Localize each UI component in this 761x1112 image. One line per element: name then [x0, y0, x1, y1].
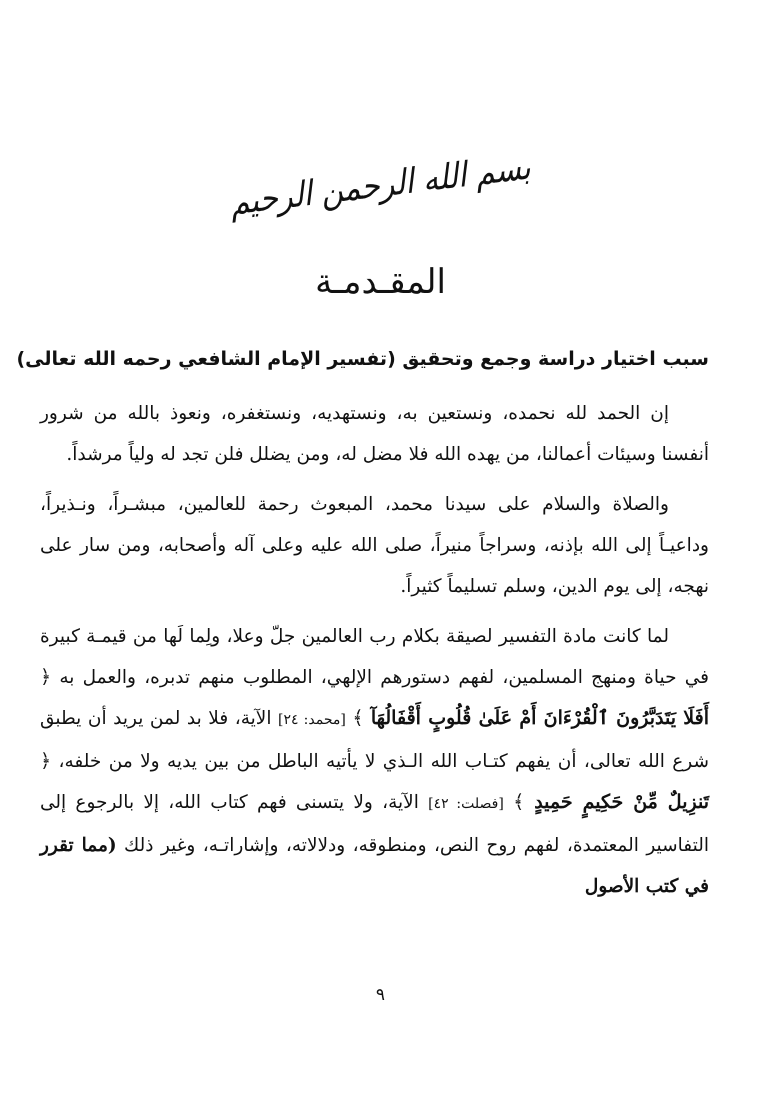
paragraph-text: لما كانت مادة التفسير لصيقة بكلام رب العالمين جلّ وعلا، ولِما لَها من قيمـة كبيرة في حياة ومنهج المسلمين، لفهم دستورهم الإلهي، المطلوب منهم تدبره، والعمل به [40, 626, 709, 688]
page-title: المقـدمـة [315, 262, 446, 302]
section-heading: سبب اختيار دراسة وجمع وتحقيق (تفسير الإمام الشافعي رحمه الله تعالى) [16, 348, 709, 370]
page-number: ٩ [375, 985, 386, 1005]
verse-bracket-open: ﴿ [40, 666, 52, 688]
paragraph-text: الآية، ولا يتسنى فهم كتاب الله، إلا بالرجوع إلى التفاسير المعتمدة، لفهم روح النص، ومنطوقه، ودلالاته، وإشاراتـه، وغير ذلك [40, 792, 709, 856]
verse-bracket-close: ﴾ [513, 791, 525, 813]
paragraph-tafsir [40, 616, 709, 907]
verse-text: أَفَلَا يَتَدَبَّرُونَ ٱلْقُرْءَانَ أَمْ عَلَىٰ قُلُوبٍ أَقْفَالُهَآ [370, 707, 709, 729]
verse-bracket-close: ﴾ [352, 707, 364, 729]
verse-reference: [محمد: ٢٤] [278, 712, 346, 728]
verse-reference: [فصلت: ٤٢] [428, 796, 504, 812]
body-text [40, 393, 709, 907]
paragraph-text: الآية، فلا بد لمن يريد أن يطبق شرع الله تعالى، أن يفهم كتـاب الله الـذي لا يأتيه الباطل من بين يديه ولا من خلفه، [40, 708, 709, 772]
paragraph-salat: والصلاة والسلام على سيدنا محمد، المبعوث رحمة للعالمين، مبشـراً، ونـذيراً، وداعيـاً إلى الله بإذنه، وسراجاً منيراً، صلى الله عليه وعلى آله وأصحابه، ومن سار على نهجه، إلى يوم الدين، وسلم تسليماً كثيراً. [40, 494, 709, 597]
paragraph-hamd: إن الحمد لله نحمده، ونستعين به، ونستهديه، ونستغفره، ونعوذ بالله من شرور أنفسنا وسيئات أعمالنا، من يهده الله فلا مضل له، ومن يضلل فلن تجد له ولياً مرشداً. [40, 403, 709, 465]
bold-phrase: (مما تقرر في كتب الأصول [40, 835, 709, 897]
verse-text: تَنزِيلٌ مِّنْ حَكِيمٍ حَمِيدٍ [534, 791, 709, 813]
verse-bracket-open: ﴿ [40, 750, 52, 772]
basmala-calligraphy: بسم الله الرحمن الرحيم [228, 147, 533, 224]
